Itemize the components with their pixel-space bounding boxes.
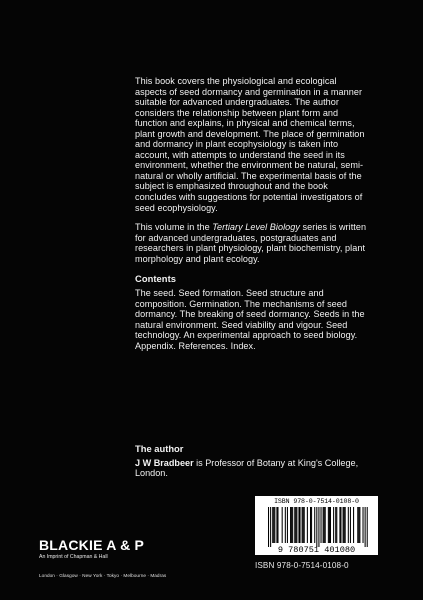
series-title: Tertiary Level Biology xyxy=(212,222,300,233)
barcode-bar xyxy=(300,507,301,543)
barcode-bar xyxy=(336,507,337,543)
barcode-panel xyxy=(255,496,378,555)
blurb-paragraph-2 xyxy=(135,222,370,264)
barcode-isbn-label: ISBN 978-0-7514-0108-0 xyxy=(274,498,359,505)
barcode-bar xyxy=(290,507,291,543)
barcode-bar xyxy=(314,507,315,543)
blurb-section xyxy=(135,76,370,361)
barcode-bar xyxy=(350,507,351,543)
barcode-image xyxy=(259,507,374,553)
barcode-bar xyxy=(318,507,319,547)
barcode-bar xyxy=(268,507,269,547)
barcode-bar xyxy=(340,507,341,543)
barcode-bar xyxy=(302,507,303,543)
barcode-bar xyxy=(323,507,324,543)
publisher-imprint: An Imprint of Chapman & Hall xyxy=(39,554,108,560)
barcode-bar xyxy=(304,507,305,543)
author-heading: The author xyxy=(135,443,184,454)
author-description: is Professor of Botany at King's College, London. xyxy=(135,457,359,479)
blurb-paragraph-1: This book covers the physiological and ecological aspects of seed dormancy and germination in a manner suitable for advanced undergraduates. The author considers the relationship between plant form and function and explains, in physical and chemical terms, plant growth and development. The place of germination and dormancy in plant ecophysiology is taken into account, with attempts to understand the seed in its environment, whether the environment be natural, semi-natural or wholly artificial. The experimental basis of the subject is emphasized throughout and the book concludes with suggestions for potential investigators of seed ecophysiology. xyxy=(135,76,365,213)
barcode-bar xyxy=(358,507,359,543)
barcode-bar xyxy=(353,507,354,543)
barcode-bar xyxy=(282,507,283,543)
barcode-bar xyxy=(310,507,311,543)
contents-heading: Contents xyxy=(135,273,177,285)
barcode-bar xyxy=(359,507,360,543)
publisher-logo: BLACKIE A & P xyxy=(39,537,145,553)
barcode-bar xyxy=(291,507,292,543)
barcode-bar xyxy=(330,507,331,543)
barcode-bar xyxy=(295,507,296,543)
barcode-bar xyxy=(348,507,349,543)
barcode-bar xyxy=(339,507,340,543)
barcode-bar xyxy=(365,507,366,547)
author-section xyxy=(135,444,370,479)
barcode-digits: 9 780751 401080 xyxy=(277,545,356,553)
barcode-bar xyxy=(303,507,304,543)
barcode-bar xyxy=(296,507,297,543)
barcode-bar xyxy=(325,507,326,543)
barcode-bar xyxy=(333,507,334,543)
contents-text: The seed. Seed formation. Seed structure and composition. Germination. The mechanisms of seed dormancy. The breaking of seed dormancy. Seeds in the natural environment. Seed viability and vigour. Seed technology. An experimental approach to seed biology. Appendix. References. Index. xyxy=(135,288,365,352)
series-description: series is written for advanced undergraduates, postgraduates and researchers in plant physiology, plant biochemistry, plant morphology and plant ecology. xyxy=(135,222,367,264)
publisher-block xyxy=(39,537,239,578)
barcode-bar xyxy=(270,507,271,547)
barcode-bar xyxy=(276,507,277,543)
barcode-bar xyxy=(272,507,273,543)
barcode-bar xyxy=(328,507,329,543)
barcode-bar xyxy=(363,507,364,543)
barcode-bar xyxy=(298,507,299,543)
barcode-bar xyxy=(274,507,275,543)
barcode-bar xyxy=(294,507,295,543)
barcode-bar xyxy=(329,507,330,543)
series-intro: This volume in the xyxy=(135,222,213,233)
barcode-bar xyxy=(321,507,322,543)
barcode-bar xyxy=(345,507,346,543)
barcode-bar xyxy=(335,507,336,543)
author-bio xyxy=(135,458,370,479)
barcode-bar xyxy=(287,507,288,543)
barcode-bar xyxy=(285,507,286,543)
barcode-bar xyxy=(343,507,344,543)
barcode-bar xyxy=(273,507,274,543)
barcode-bar xyxy=(292,507,293,543)
barcode-bar xyxy=(277,507,278,543)
barcode-bar xyxy=(324,507,325,543)
author-name: J W Bradbeer xyxy=(135,457,194,468)
barcode-bar xyxy=(344,507,345,543)
barcode-bar xyxy=(357,507,358,543)
isbn-text: ISBN 978-0-7514-0108-0 xyxy=(255,561,349,570)
barcode-bar xyxy=(367,507,368,547)
barcode-bar xyxy=(307,507,308,543)
barcode-bar xyxy=(311,507,312,543)
barcode-bar xyxy=(316,507,317,547)
publisher-cities: London · Glasgow · New York · Tokyo · Melbourne · Madras xyxy=(39,573,167,578)
contents-section xyxy=(135,273,370,351)
